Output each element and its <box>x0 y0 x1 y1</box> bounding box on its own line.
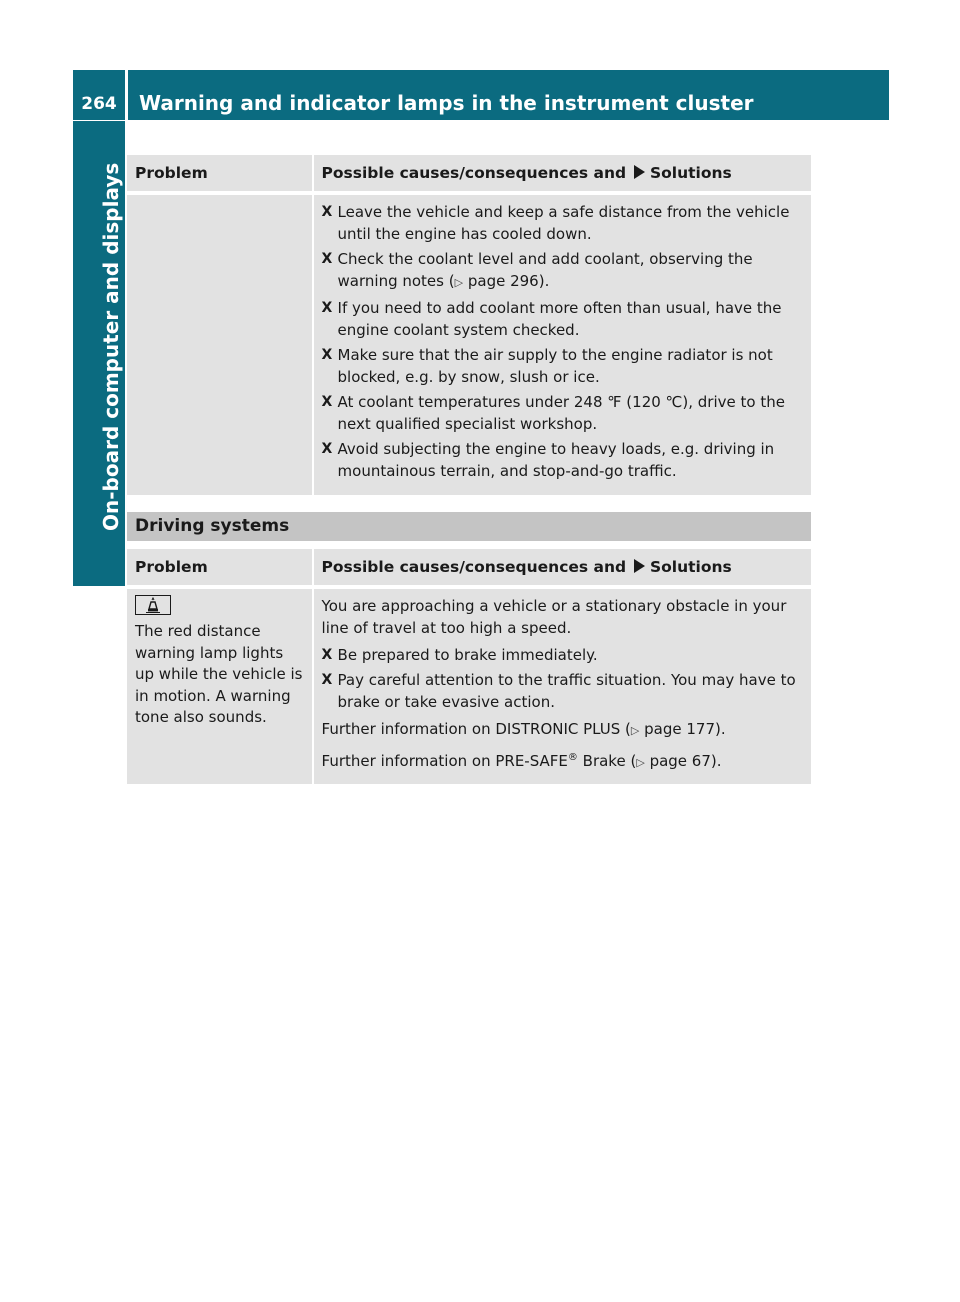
page-reference[interactable]: page 177). <box>644 720 726 738</box>
solutions-cell <box>313 589 811 784</box>
side-tab-label: On-board computer and displays <box>99 162 123 531</box>
coolant-table <box>127 155 811 495</box>
further-info-distronic: Further information on DISTRONIC PLUS (▷ page 177). <box>321 720 726 738</box>
registered-mark: ® <box>567 752 578 763</box>
column-header-problem: Problem <box>127 155 313 191</box>
page-ref-triangle-icon: ▷ <box>636 756 645 769</box>
page-title: Warning and indicator lamps in the instrument cluster <box>139 91 754 115</box>
driving-systems-table <box>127 549 811 784</box>
column-header-solutions-label: Possible causes/consequences and <box>321 164 627 182</box>
list-item: X If you need to add coolant more often than usual, have the engine coolant system checked. <box>321 299 782 339</box>
solutions-cell <box>313 195 811 495</box>
page-reference[interactable]: page 67). <box>649 752 722 770</box>
page-reference[interactable]: page 296). <box>467 272 550 290</box>
list-item: X Make sure that the air supply to the engine radiator is not blocked, e.g. by snow, slush or ice. <box>321 346 773 386</box>
list-item: X Leave the vehicle and keep a safe distance from the vehicle until the engine has cooled down. <box>321 203 790 243</box>
bullet-x-icon: X <box>321 647 333 663</box>
bullet-x-icon: X <box>321 394 333 410</box>
page-ref-triangle-icon: ▷ <box>454 276 464 289</box>
page-ref-triangle-icon: ▷ <box>630 724 640 737</box>
bullet-x-icon: X <box>321 300 333 316</box>
arrow-right-icon <box>634 165 645 179</box>
list-item: X Be prepared to brake immediately. <box>321 646 598 664</box>
bullet-x-icon: X <box>321 441 333 457</box>
column-header-problem: Problem <box>127 549 313 585</box>
bullet-x-icon: X <box>321 347 333 363</box>
section-title-driving-systems: Driving systems <box>127 512 811 541</box>
problem-description: The red distance warning lamp lights up while the vehicle is in motion. A warning tone also sounds. <box>135 622 303 726</box>
list-item: X At coolant temperatures under 248 ℉ (120 ℃), drive to the next qualified specialist workshop. <box>321 393 785 433</box>
column-header-solutions <box>313 155 811 191</box>
bullet-x-icon: X <box>321 204 333 220</box>
list-item: X Avoid subjecting the engine to heavy loads, e.g. driving in mountainous terrain, and stop-and-go traffic. <box>321 440 775 480</box>
column-header-solutions-suffix: Solutions <box>649 558 732 576</box>
problem-cell <box>127 195 313 495</box>
further-info-pre-safe: Further information on PRE-SAFE® Brake (▷ page 67). <box>321 752 722 770</box>
column-header-solutions-suffix: Solutions <box>649 164 732 182</box>
column-header-solutions <box>313 549 811 585</box>
distance-warning-lamp-icon <box>135 595 171 615</box>
solution-intro: You are approaching a vehicle or a stationary obstacle in your line of travel at too high a speed. <box>321 597 787 637</box>
list-item: X Check the coolant level and add coolant, observing the warning notes (▷ page 296). <box>321 250 753 290</box>
arrow-right-icon <box>634 559 645 573</box>
list-item: X Pay careful attention to the traffic situation. You may have to brake or take evasive action. <box>321 671 796 711</box>
bullet-x-icon: X <box>321 251 333 267</box>
page-number: 264 <box>81 94 117 114</box>
header-divider <box>125 70 128 120</box>
bullet-x-icon: X <box>321 672 333 688</box>
problem-cell <box>127 589 313 784</box>
column-header-solutions-label: Possible causes/consequences and <box>321 558 627 576</box>
